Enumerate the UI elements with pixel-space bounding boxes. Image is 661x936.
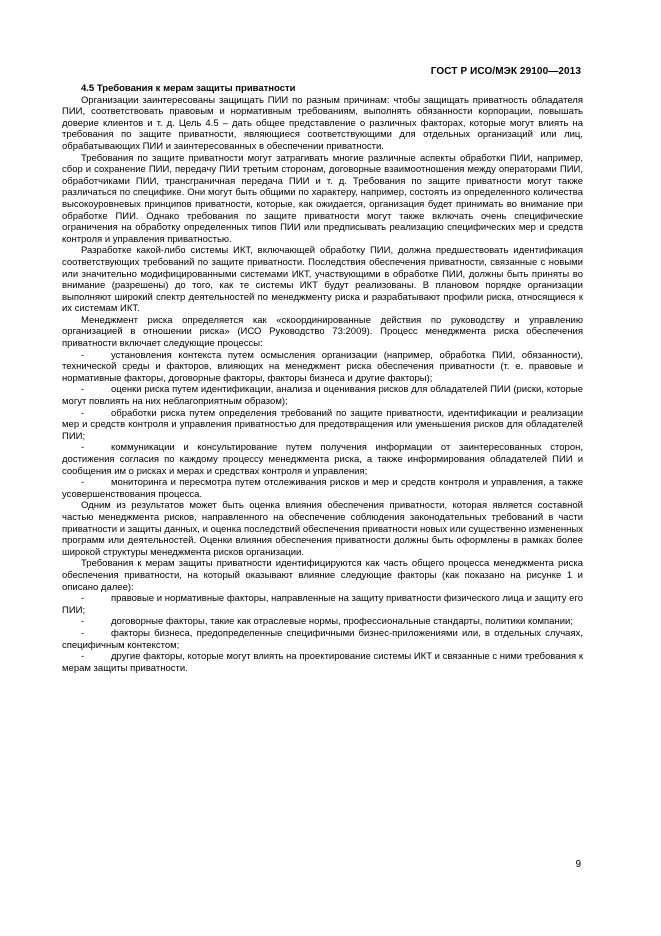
dash-bullet: - (81, 442, 85, 454)
list-item: - оценки риска путем идентификации, анализа и оценивания рисков для обладателей ПИИ (риски, которые могут повлиять на них неблагоприятным образом); (62, 384, 583, 408)
dash-bullet: - (81, 593, 85, 605)
paragraph: Организации заинтересованы защищать ПИИ по разным причинам: чтобы защищать приватность обладателя ПИИ, соответствовать правовым и нормативным требованиям, выполнять обязанности корпорации, повышать доверие клиентов и т. д. Цель 4.5 – дать общее представление о различных факторах, которые могут влиять на требования по защите приватности, являющиеся соответствующими для отдельных организаций или лиц, обрабатывающих ПИИ и заинтересованных в обеспечении приватности. (62, 94, 583, 152)
list-item: - факторы бизнеса, предопределенные специфичными бизнес-приложениями или, в отдельных случаях, специфичным контекстом; (62, 627, 583, 651)
paragraph: Одним из результатов может быть оценка влияния обеспечения приватности, которая является составной частью менеджмента рисков, направленного на обеспечение соблюдения законодательных требований в части приватности и защиты данных, и оценка последствий обеспечения приватности новых или существенно измененных программ или деятельностей. Оценки влияния обеспечения приватности должны быть оформлены в рамках более широкой структуры менеджмента рисков организации. (62, 500, 583, 558)
dash-bullet: - (81, 407, 85, 419)
dash-bullet: - (81, 349, 85, 361)
paragraph: Менеджмент риска определяется как «скоординированные действия по руководству и управлению организацией в отношении риска» (ИСО Руководство 73:2009). Процесс менеджмента риска обеспечения приватности включает следующие процессы: (62, 314, 583, 350)
paragraph: Требования по защите приватности могут затрагивать многие различные аспекты обработки ПИИ, например, сбор и сохранение ПИИ, передачу ПИИ третьим сторонам, договорные взаимоотношения между операторами ПИИ, обработчиками ПИИ, трансграничная передача ПИИ и т. д. Требования по защите приватности могут также различаться по специфике. Они могут быть общими по характеру, например, состоять из определенного количества высокоуровневых принципов приватности, которые, как ожидается, организация будет принимать во внимание при обработке ПИИ. Однако требования по защите приватности могут также включать очень специфические ограничения на обработку определенных типов ПИИ или предписывать реализацию специфических мер и средств контроля и управления приватностью. (62, 152, 583, 245)
list-item: - договорные факторы, такие как отраслевые нормы, профессиональные стандарты, политики компании; (81, 616, 573, 628)
dash-bullet: - (81, 477, 85, 489)
paragraph: Разработке какой-либо системы ИКТ, включающей обработку ПИИ, должна предшествовать идентификация соответствующих требований по защите приватности. Последствия обеспечения приватности, связанные с новыми или значительно модифицированными системами ИКТ, участвующими в обработке ПИИ, должны быть приняты во внимание (разрешены) до того, как те системы ИКТ будут реализованы. В плановом порядке организации выполняют широкий спектр деятельностей по менеджменту риска и разрабатывают профили риска, относящиеся к их системам ИКТ. (62, 245, 583, 315)
list-item: - установления контекста путем осмысления организации (например, обработка ПИИ, обязанности), технической среды и факторов, влияющих на менеджмент риска обеспечения приватности (т. е. правовые и нормативные факторы, договорные факторы, факторы бизнеса и другие факторы); (62, 349, 583, 384)
standard-header: ГОСТ Р ИСО/МЭК 29100—2013 (430, 66, 581, 77)
dash-bullet: - (81, 651, 85, 663)
list-item: - коммуникации и консультирование путем получения информации от заинтересованных сторон, достижения согласия по каждому процессу менеджмента риска, а также информирования обладателей ПИИ и сообщения им о рисках и мерах и средствах контроля и управления; (62, 442, 583, 477)
list-item: - другие факторы, которые могут влиять на проектирование системы ИКТ и связанные с ними требования к мерам защиты приватности. (62, 651, 583, 674)
dash-bullet: - (81, 627, 85, 639)
main-content (62, 83, 583, 674)
dash-bullet: - (81, 616, 85, 628)
page-number: 9 (575, 859, 581, 870)
section-title: 4.5 Требования к мерам защиты приватности (81, 83, 296, 94)
paragraph: Требования к мерам защиты приватности идентифицируются как часть общего процесса менеджмента риска обеспечения приватности, на который оказывают влияние следующие факторы (как показано на рисунке 1 и описано далее): (62, 558, 583, 593)
list-item: - обработки риска путем определения требований по защите приватности, идентификации и реализации мер и средств контроля и управления приватностью для предотвращения или уменьшения рисков для обладателей ПИИ; (62, 407, 583, 442)
list-item: - правовые и нормативные факторы, направленные на защиту приватности физического лица и защиту его ПИИ; (62, 593, 583, 616)
dash-bullet: - (81, 384, 85, 396)
list-item: - мониторинга и пересмотра путем отслеживания рисков и мер и средств контроля и управления, а также усовершенствования процесса. (62, 477, 583, 500)
